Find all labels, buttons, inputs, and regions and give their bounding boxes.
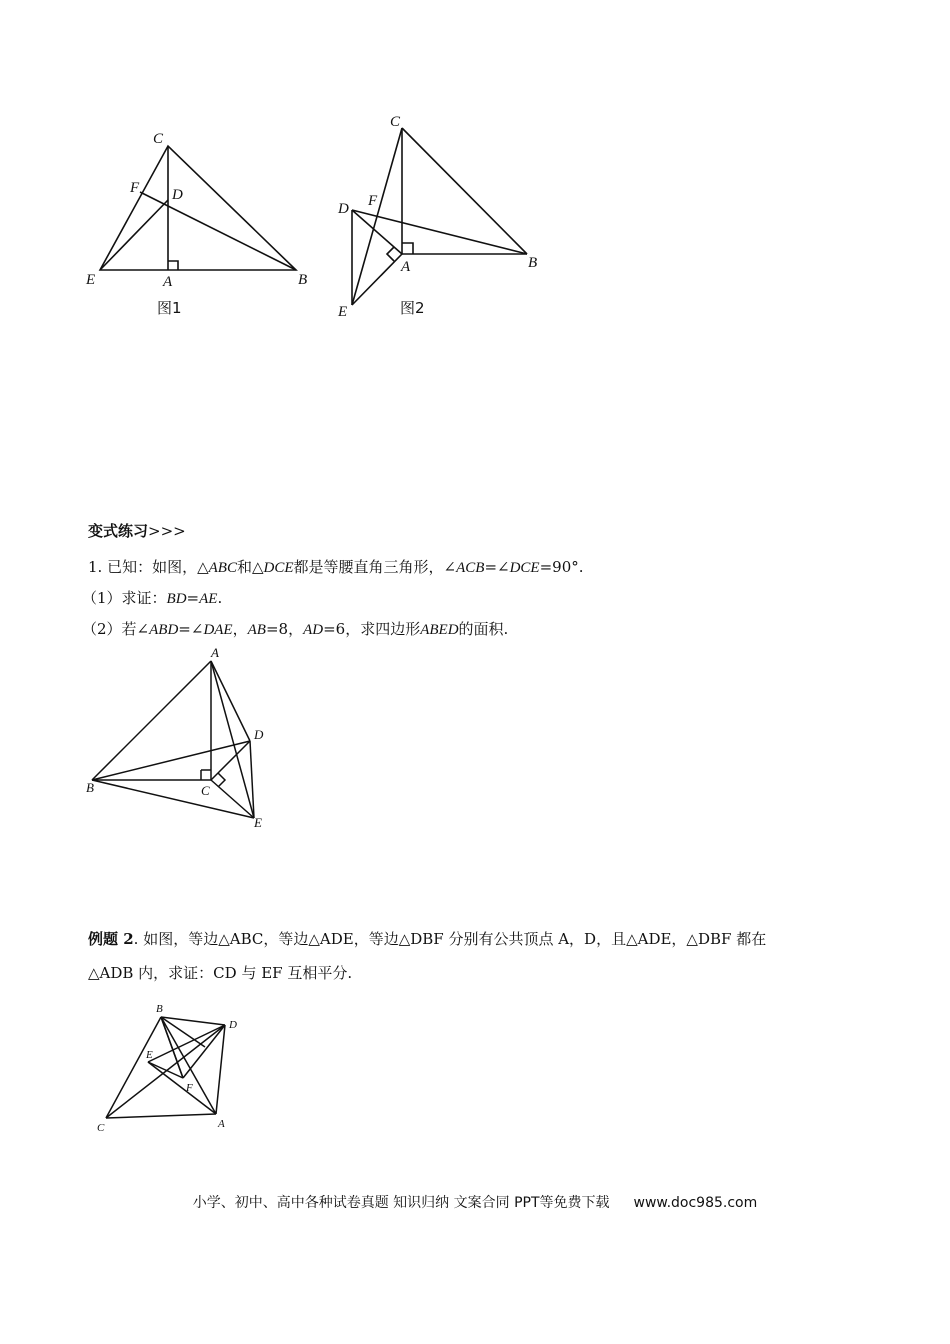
fig1-label-D: D <box>172 187 183 203</box>
example-2-line-1 <box>88 928 766 950</box>
fig2-caption: 图2 <box>400 299 425 317</box>
text: 和△ <box>236 558 264 576</box>
text: = <box>186 589 200 607</box>
text: （2）若∠ <box>82 620 150 638</box>
fig1-label-B: B <box>298 272 308 288</box>
text: ABED <box>420 622 459 638</box>
text: AB <box>247 622 266 638</box>
fig4-label-A: A <box>218 1118 225 1130</box>
fig3-label-E: E <box>254 815 262 830</box>
footer-text: 小学、初中、高中各种试卷真题 知识归纳 文案合同 PPT等免费下载 <box>192 1195 610 1211</box>
fig1-label-A: A <box>163 274 173 290</box>
text: =∠ <box>484 558 510 576</box>
fig1-label-C: C <box>153 131 164 147</box>
fig1-label-E: E <box>86 272 96 288</box>
text: . 如图，等边△ABC，等边△ADE，等边△DBF 分别有公共顶点 A，D，且△ADE，△DBF 都在 <box>133 930 767 948</box>
section-title <box>88 520 186 542</box>
text: DAE <box>203 622 233 638</box>
text: ACB <box>456 560 485 576</box>
fig1-triangle <box>100 146 296 270</box>
text: DCE <box>509 560 540 576</box>
exercise-1-question-2 <box>82 618 508 641</box>
exercise-1-question-1 <box>82 587 222 610</box>
fig4-label-C: C <box>97 1122 105 1134</box>
fig4-label-B: B <box>156 1003 163 1015</box>
section-title-text: 变式练习 <box>88 522 149 540</box>
fig3-label-B: B <box>86 780 94 795</box>
fig4-label-E: E <box>146 1049 153 1061</box>
text: ABD <box>149 622 179 638</box>
page-footer <box>0 1192 950 1212</box>
figure-4 <box>90 995 250 1135</box>
text: 已知：如图，△ <box>107 558 209 576</box>
exercise-1-statement <box>88 556 584 579</box>
text: △ADB 内，求证：CD 与 EF 互相平分. <box>88 964 353 982</box>
text: . <box>217 589 223 607</box>
fig4-label-F: F <box>186 1082 193 1094</box>
fig3-label-C: C <box>201 783 210 798</box>
text: =6，求四边形 <box>323 620 421 638</box>
figure-1-and-2 <box>0 100 600 330</box>
exercise-number: 1. <box>88 558 103 576</box>
text: DCE <box>263 560 294 576</box>
example-label: 例题 2 <box>88 930 134 948</box>
fig3-label-D: D <box>254 727 264 742</box>
fig3-label-A: A <box>211 645 219 660</box>
example-2-line-2 <box>88 962 352 984</box>
figure-3 <box>80 640 280 840</box>
text: AD <box>303 622 324 638</box>
fig2-label-F: F <box>368 193 378 209</box>
text: =8， <box>265 620 304 638</box>
fig4-label-D: D <box>229 1019 237 1031</box>
text: （1）求证： <box>82 589 167 607</box>
text: AE <box>199 591 218 607</box>
fig2-label-E: E <box>338 304 348 320</box>
fig2-label-D: D <box>338 201 349 217</box>
text: BD <box>166 591 187 607</box>
fig2-label-B: B <box>528 255 538 271</box>
fig1-label-F: F <box>130 180 140 196</box>
text: =∠ <box>178 620 204 638</box>
fig2-label-C: C <box>390 114 401 130</box>
fig2-label-A: A <box>401 259 411 275</box>
text: 都是等腰直角三角形，∠ <box>293 558 457 576</box>
text: =90°. <box>539 558 584 576</box>
text: ABC <box>208 560 237 576</box>
text: ， <box>232 620 248 638</box>
text: 的面积. <box>458 620 509 638</box>
fig1-caption: 图1 <box>157 299 182 317</box>
section-title-suffix: >>> <box>148 522 186 540</box>
footer-url[interactable]: www.doc985.com <box>633 1195 758 1211</box>
